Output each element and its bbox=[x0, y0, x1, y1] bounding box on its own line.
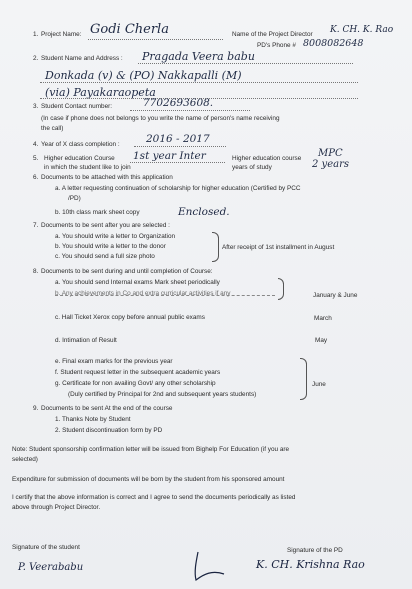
x-class-year-label: Year of X class completion : bbox=[41, 141, 120, 148]
project-name-value: Godi Cherla bbox=[90, 22, 169, 37]
doc-8b-text: b. Any achievements in Co and extra curricular activities if any bbox=[55, 290, 231, 297]
doc-8efg-schedule: June bbox=[312, 381, 326, 388]
doc-8a-text: a. You should send Internal exams Mark sheet periodically bbox=[55, 279, 220, 286]
project-name-line bbox=[88, 39, 223, 40]
pd-signature-value: K. CH. Krishna Rao bbox=[256, 558, 365, 571]
certification-line-1: I certify that the above information is correct and I agree to send the documents periodically as listed bbox=[12, 494, 296, 501]
doc-7a-text: a. You should write a letter to Organization bbox=[55, 233, 176, 240]
project-name-label: Project Name: bbox=[41, 31, 82, 38]
x-class-year-value: 2016 - 2017 bbox=[146, 133, 210, 145]
doc-7b-text: b. You should write a letter to the donor bbox=[55, 243, 166, 250]
doc-9-1-text: 1. Thanks Note by Student bbox=[55, 416, 131, 423]
doc-8c-text: c. Hall Ticket Xerox copy before annual public exams bbox=[55, 314, 205, 321]
confirmation-note-line-2: selected) bbox=[12, 456, 38, 463]
item-8-number: 8. bbox=[33, 268, 39, 275]
brace-8efg bbox=[300, 358, 307, 400]
doc-9-2-text: 2. Student discontinuation form by PD bbox=[55, 427, 163, 434]
pd-phone-label: PD's Phone # bbox=[257, 42, 296, 49]
doc-8b-strikethrough bbox=[55, 295, 275, 296]
expenditure-note: Expenditure for submission of documents will be born by the student from his sponsored amount bbox=[12, 476, 285, 483]
doc-8g-certification-note: (Duly certified by Principal for 2nd and subsequent years students) bbox=[68, 391, 257, 398]
item-2-number: 2. bbox=[33, 55, 39, 62]
doc-8d-text: d. Intimation of Result bbox=[55, 337, 117, 344]
contact-number-line bbox=[130, 110, 250, 111]
doc-8c-schedule: March bbox=[314, 315, 332, 322]
years-of-study-label: years of study bbox=[232, 164, 272, 171]
project-director-label: Name of the Project Director bbox=[232, 31, 313, 38]
brace-7 bbox=[212, 232, 219, 262]
item-5-number: 5. bbox=[33, 155, 39, 162]
student-name-address-label: Student Name and Address : bbox=[41, 55, 123, 62]
item-9-number: 9. bbox=[33, 405, 39, 412]
doc-8f-text: f. Student request letter in the subsequent academic years bbox=[55, 369, 221, 376]
brace-8ab bbox=[278, 278, 284, 300]
documents-after-selection-heading: Documents to be sent after you are selected : bbox=[41, 222, 170, 229]
higher-education-course-line bbox=[130, 162, 225, 163]
student-signature-label: Signature of the student bbox=[12, 544, 80, 551]
item-3-number: 3. bbox=[33, 103, 39, 110]
higher-education-course-label: Higher education Course bbox=[44, 155, 115, 162]
item-7-number: 7. bbox=[33, 222, 39, 229]
pd-signature-label: Signature of the PD bbox=[287, 547, 343, 554]
contact-number-label: Student Contact number: bbox=[41, 103, 113, 110]
student-signature-value: P. Veerababu bbox=[18, 562, 84, 573]
documents-during-course-heading: Documents to be sent during and until completion of Course: bbox=[41, 268, 213, 275]
doc-6a-text: a. A letter requesting continuation of scholarship for higher education (Certified by PCC bbox=[55, 185, 301, 192]
after-installment-note: After receipt of 1st installment in August bbox=[222, 244, 335, 251]
address-line-1-value: Donkada (v) & (PO) Nakkapalli (M) bbox=[45, 69, 242, 82]
certification-line-2: above through Project Director. bbox=[12, 504, 101, 511]
higher-education-course-value: 1st year Inter bbox=[133, 150, 206, 162]
student-name-line bbox=[138, 63, 353, 64]
student-name-value: Pragada Veera babu bbox=[142, 50, 255, 63]
signature-scribble bbox=[168, 548, 238, 584]
doc-6a-certifier: /PD) bbox=[68, 195, 81, 202]
course-name-label: Higher education course bbox=[232, 155, 302, 162]
documents-end-of-course-heading: Documents to be sent At the end of the course bbox=[41, 405, 173, 412]
doc-8g-text: g. Certificate for non availing Govt/ any other scholarship bbox=[55, 380, 216, 387]
pd-phone-value: 8008082648 bbox=[303, 38, 364, 49]
contact-note-line-2: the call) bbox=[41, 125, 64, 132]
doc-6b-text: b. 10th class mark sheet copy bbox=[55, 209, 140, 216]
item-6-number: 6. bbox=[33, 174, 39, 181]
documents-attached-heading: Documents to be attached with this application bbox=[41, 174, 173, 181]
doc-8e-text: e. Final exam marks for the previous year bbox=[55, 358, 173, 365]
join-course-label: in which the student like to join bbox=[44, 164, 131, 171]
doc-8d-schedule: May bbox=[315, 337, 328, 344]
contact-number-value: 7702693608. bbox=[143, 97, 214, 109]
address-line-1 bbox=[40, 82, 358, 83]
project-director-value: K. CH. K. Rao bbox=[330, 25, 394, 35]
confirmation-note-line-1: Note: Student sponsorship confirmation letter will be issued from Bighelp For Education (if you are bbox=[12, 446, 290, 453]
item-4-number: 4. bbox=[33, 141, 39, 148]
course-name-value: MPC bbox=[318, 148, 343, 159]
years-of-study-value: 2 years bbox=[312, 159, 349, 170]
x-class-year-line bbox=[134, 146, 226, 147]
doc-6b-enclosed-value: Enclosed. bbox=[178, 206, 230, 218]
address-line-2-value: (via) Payakaraopeta bbox=[45, 86, 156, 99]
doc-7c-text: c. You should send a full size photo bbox=[55, 253, 155, 260]
contact-note-line-1: (In case if phone does not belongs to you write the name of person's name receiving bbox=[41, 115, 280, 122]
doc-8ab-schedule: January & June bbox=[313, 292, 358, 299]
item-1-number: 1. bbox=[33, 31, 39, 38]
